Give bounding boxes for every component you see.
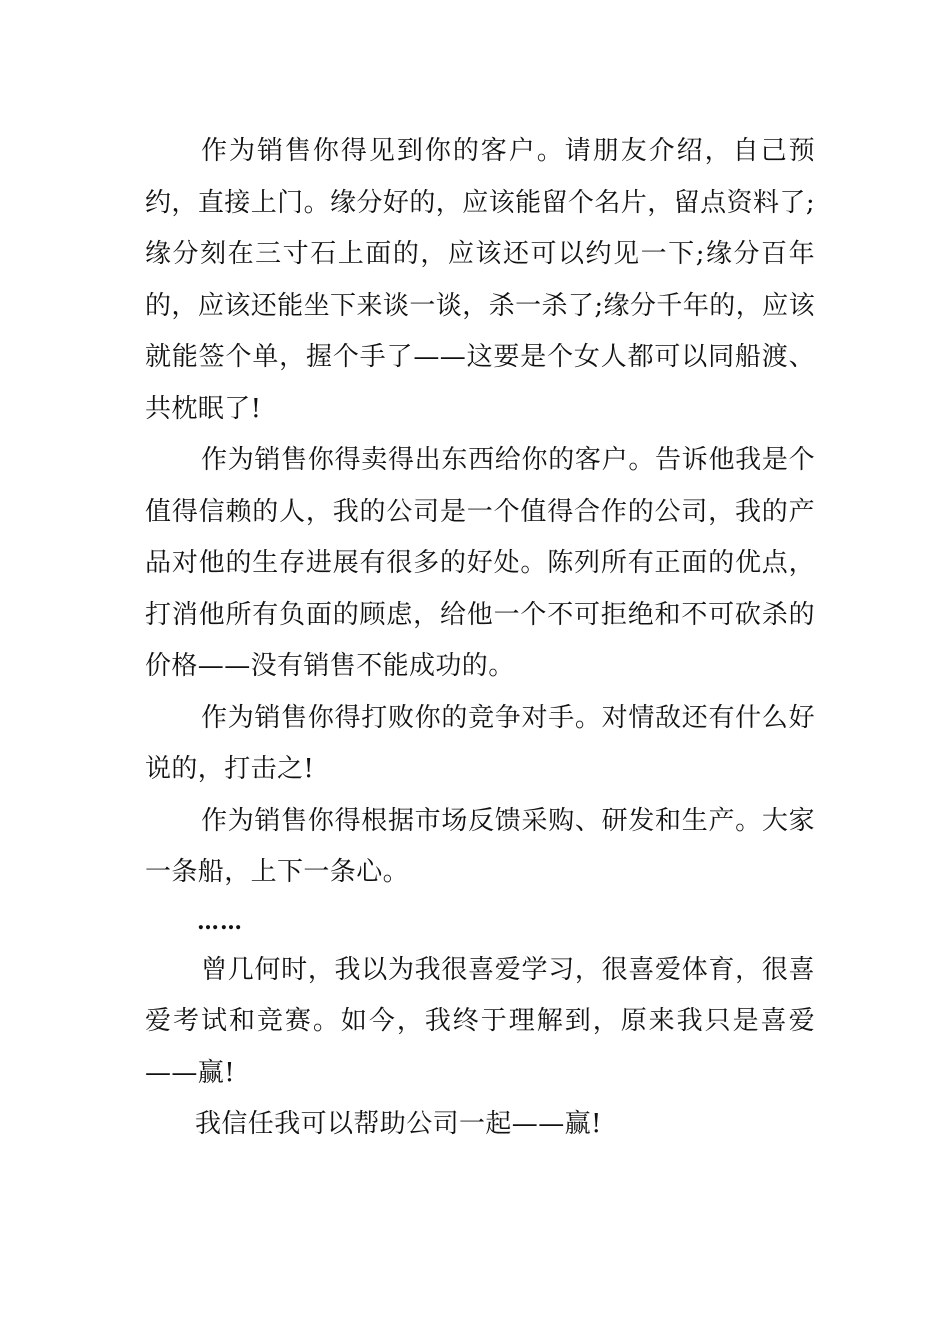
paragraph-sell-to-customer: 作为销售你得卖得出东西给你的客户。告诉他我是个值得信赖的人，我的公司是一个值得合作的公司，我的产品对他的生存进展有很多的好处。陈列所有正面的优点，打消他所有负面的顾虑，给他一个不可拒绝和不可砍杀的价格——没有销售不能成功的。 [145, 445, 815, 681]
paragraph-love-to-win: 曾几何时，我以为我很喜爱学习，很喜爱体育，很喜爱考试和竞赛。如今，我终于理解到，原来我只是喜爱——赢! [145, 954, 815, 1088]
document-body [145, 126, 815, 1151]
paragraph-beat-competitors: 作为销售你得打败你的竞争对手。对情敌还有什么好说的，打击之! [145, 702, 815, 784]
paragraph-market-feedback: 作为销售你得根据市场反馈采购、研发和生产。大家一条船，上下一条心。 [145, 805, 815, 887]
paragraph-meet-customer: 作为销售你得见到你的客户。请朋友介绍，自己预约，直接上门。缘分好的，应该能留个名片，留点资料了;缘分刻在三寸石上面的，应该还可以约见一下;缘分百年的，应该还能坐下来谈一谈，杀一杀了;缘分千年的，应该就能签个单，握个手了——这要是个女人都可以同船渡、共枕眠了! [145, 136, 815, 424]
ellipsis-separator: …… [197, 908, 243, 935]
closing-line: 我信任我可以帮助公司一起——赢! [195, 1109, 602, 1139]
